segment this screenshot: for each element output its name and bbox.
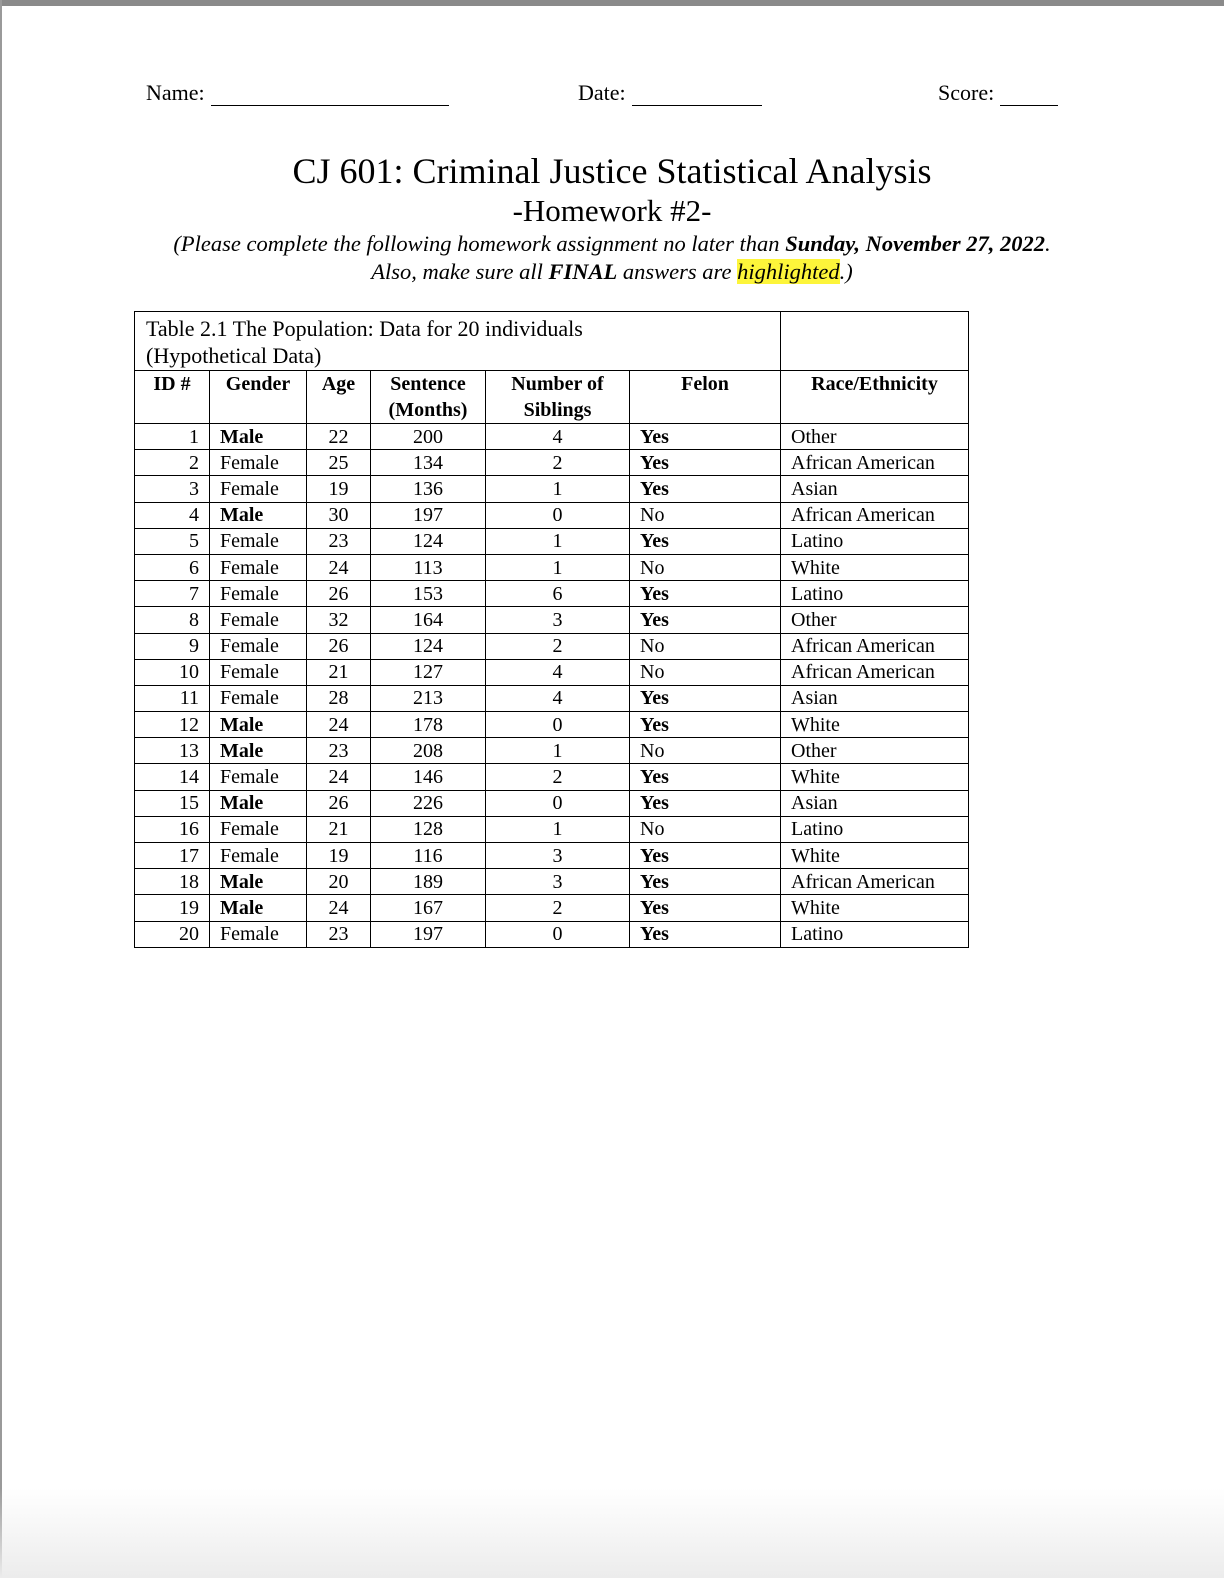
cell-sentence: 200	[371, 424, 486, 450]
cell-sentence: 134	[371, 450, 486, 476]
cell-felon: Yes	[630, 685, 781, 711]
table-body	[135, 424, 969, 948]
cell-race: Other	[781, 607, 969, 633]
table-row	[135, 554, 969, 580]
cell-gender: Male	[210, 869, 307, 895]
cell-gender: Male	[210, 424, 307, 450]
cell-siblings: 0	[486, 712, 630, 738]
cell-felon: No	[630, 554, 781, 580]
cell-felon: Yes	[630, 528, 781, 554]
cell-siblings: 3	[486, 607, 630, 633]
cell-id: 20	[135, 921, 210, 947]
table-row	[135, 764, 969, 790]
table-row	[135, 607, 969, 633]
cell-id: 16	[135, 816, 210, 842]
cell-siblings: 2	[486, 764, 630, 790]
cell-age: 23	[307, 528, 371, 554]
cell-felon: Yes	[630, 607, 781, 633]
instructions-part3: answers are	[617, 259, 738, 284]
header-felon-label: Felon	[681, 373, 729, 395]
cell-sentence: 124	[371, 528, 486, 554]
cell-gender: Male	[210, 738, 307, 764]
highlighted-word: highlighted	[737, 259, 840, 284]
cell-gender: Female	[210, 633, 307, 659]
instructions-part2: . Also, make sure all	[371, 231, 1051, 284]
table-row	[135, 502, 969, 528]
cell-race: African American	[781, 633, 969, 659]
cell-age: 25	[307, 450, 371, 476]
population-table	[134, 311, 969, 948]
cell-felon: Yes	[630, 843, 781, 869]
cell-siblings: 2	[486, 450, 630, 476]
header-age	[307, 371, 371, 424]
cell-race: Latino	[781, 528, 969, 554]
cell-sentence: 197	[371, 502, 486, 528]
instructions	[150, 230, 1074, 286]
cell-gender: Female	[210, 659, 307, 685]
cell-sentence: 153	[371, 581, 486, 607]
cell-race: Asian	[781, 790, 969, 816]
cell-gender: Male	[210, 790, 307, 816]
instructions-part4: .)	[839, 259, 853, 284]
cell-age: 26	[307, 633, 371, 659]
header-race-label: Race/Ethnicity	[811, 373, 938, 395]
due-date: Sunday, November 27, 2022	[785, 231, 1045, 256]
caption-empty-cell	[781, 312, 969, 371]
cell-gender: Female	[210, 764, 307, 790]
table-row	[135, 843, 969, 869]
cell-id: 17	[135, 843, 210, 869]
cell-id: 5	[135, 528, 210, 554]
cell-race: Other	[781, 424, 969, 450]
cell-race: Latino	[781, 581, 969, 607]
table-caption	[135, 312, 781, 371]
cell-felon: Yes	[630, 712, 781, 738]
cell-felon: No	[630, 816, 781, 842]
cell-age: 26	[307, 790, 371, 816]
header-id	[135, 371, 210, 424]
name-label: Name:	[146, 80, 205, 105]
cell-felon: Yes	[630, 764, 781, 790]
cell-sentence: 213	[371, 685, 486, 711]
header-race	[781, 371, 969, 424]
cell-gender: Female	[210, 685, 307, 711]
cell-race: African American	[781, 502, 969, 528]
cell-siblings: 1	[486, 738, 630, 764]
date-blank-line[interactable]	[632, 83, 762, 106]
header-id-label: ID #	[153, 373, 191, 395]
cell-felon: No	[630, 502, 781, 528]
cell-sentence: 113	[371, 554, 486, 580]
cell-age: 24	[307, 554, 371, 580]
cell-id: 7	[135, 581, 210, 607]
cell-race: White	[781, 554, 969, 580]
homework-title: -Homework #2-	[512, 193, 712, 228]
cell-age: 21	[307, 659, 371, 685]
cell-age: 24	[307, 764, 371, 790]
header-sentence-line1: Sentence	[390, 373, 466, 395]
table-row	[135, 895, 969, 921]
cell-age: 24	[307, 895, 371, 921]
cell-gender: Female	[210, 554, 307, 580]
cell-id: 14	[135, 764, 210, 790]
cell-id: 15	[135, 790, 210, 816]
cell-felon: No	[630, 659, 781, 685]
cell-sentence: 128	[371, 816, 486, 842]
cell-sentence: 124	[371, 633, 486, 659]
cell-siblings: 6	[486, 581, 630, 607]
header-sentence-line2: (Months)	[388, 399, 468, 421]
cell-sentence: 197	[371, 921, 486, 947]
date-label: Date:	[578, 80, 626, 105]
cell-sentence: 116	[371, 843, 486, 869]
cell-felon: Yes	[630, 476, 781, 502]
cell-sentence: 178	[371, 712, 486, 738]
cell-id: 12	[135, 712, 210, 738]
table-row	[135, 633, 969, 659]
table-caption-line1: Table 2.1 The Population: Data for 20 individuals	[146, 316, 583, 341]
name-field	[146, 80, 449, 106]
cell-race: Other	[781, 738, 969, 764]
cell-age: 23	[307, 738, 371, 764]
cell-siblings: 1	[486, 816, 630, 842]
score-label: Score:	[938, 80, 995, 105]
window-left-edge	[0, 0, 2, 1578]
table-row	[135, 712, 969, 738]
table-row	[135, 738, 969, 764]
cell-age: 19	[307, 843, 371, 869]
table-row	[135, 921, 969, 947]
cell-felon: No	[630, 633, 781, 659]
cell-siblings: 2	[486, 633, 630, 659]
header-felon	[630, 371, 781, 424]
cell-siblings: 1	[486, 528, 630, 554]
cell-sentence: 146	[371, 764, 486, 790]
cell-felon: Yes	[630, 869, 781, 895]
cell-sentence: 127	[371, 659, 486, 685]
cell-race: African American	[781, 869, 969, 895]
cell-felon: Yes	[630, 450, 781, 476]
table-row	[135, 869, 969, 895]
cell-age: 28	[307, 685, 371, 711]
cell-gender: Male	[210, 502, 307, 528]
cell-id: 4	[135, 502, 210, 528]
cell-siblings: 0	[486, 790, 630, 816]
cell-siblings: 4	[486, 424, 630, 450]
cell-race: White	[781, 712, 969, 738]
cell-gender: Male	[210, 895, 307, 921]
cell-siblings: 0	[486, 921, 630, 947]
table-row	[135, 581, 969, 607]
cell-id: 1	[135, 424, 210, 450]
cell-sentence: 136	[371, 476, 486, 502]
cell-siblings: 4	[486, 659, 630, 685]
cell-siblings: 1	[486, 554, 630, 580]
cell-age: 26	[307, 581, 371, 607]
page-bottom-shadow	[0, 1488, 1224, 1578]
cell-felon: Yes	[630, 581, 781, 607]
cell-siblings: 3	[486, 843, 630, 869]
cell-race: White	[781, 843, 969, 869]
cell-race: African American	[781, 450, 969, 476]
score-blank-line[interactable]	[1000, 83, 1058, 106]
cell-age: 19	[307, 476, 371, 502]
final-word: FINAL	[548, 259, 618, 284]
cell-id: 18	[135, 869, 210, 895]
cell-sentence: 208	[371, 738, 486, 764]
cell-siblings: 3	[486, 869, 630, 895]
table-row	[135, 528, 969, 554]
cell-siblings: 4	[486, 685, 630, 711]
cell-race: White	[781, 895, 969, 921]
cell-age: 30	[307, 502, 371, 528]
cell-age: 24	[307, 712, 371, 738]
cell-race: Latino	[781, 921, 969, 947]
cell-id: 9	[135, 633, 210, 659]
cell-id: 19	[135, 895, 210, 921]
cell-felon: No	[630, 738, 781, 764]
score-field	[938, 80, 1058, 106]
cell-age: 32	[307, 607, 371, 633]
cell-race: White	[781, 764, 969, 790]
header-sentence	[371, 371, 486, 424]
header-gender-label: Gender	[225, 373, 291, 395]
cell-age: 20	[307, 869, 371, 895]
cell-id: 3	[135, 476, 210, 502]
cell-gender: Female	[210, 450, 307, 476]
cell-id: 10	[135, 659, 210, 685]
cell-sentence: 164	[371, 607, 486, 633]
table-row	[135, 816, 969, 842]
cell-felon: Yes	[630, 790, 781, 816]
cell-id: 11	[135, 685, 210, 711]
course-title: CJ 601: Criminal Justice Statistical Analysis	[292, 151, 932, 191]
table-row	[135, 659, 969, 685]
table-row	[135, 476, 969, 502]
table-row	[135, 450, 969, 476]
header-siblings-line1: Number of	[511, 373, 604, 395]
table-caption-line2: (Hypothetical Data)	[146, 343, 322, 368]
cell-race: African American	[781, 659, 969, 685]
cell-siblings: 1	[486, 476, 630, 502]
window-top-edge	[0, 0, 1224, 6]
cell-sentence: 189	[371, 869, 486, 895]
cell-race: Asian	[781, 476, 969, 502]
cell-race: Latino	[781, 816, 969, 842]
table-row	[135, 685, 969, 711]
cell-gender: Female	[210, 528, 307, 554]
table-row	[135, 790, 969, 816]
cell-felon: Yes	[630, 424, 781, 450]
cell-sentence: 226	[371, 790, 486, 816]
cell-gender: Female	[210, 607, 307, 633]
cell-gender: Male	[210, 712, 307, 738]
cell-gender: Female	[210, 843, 307, 869]
cell-sentence: 167	[371, 895, 486, 921]
header-siblings-line2: Siblings	[523, 399, 592, 421]
header-gender	[210, 371, 307, 424]
cell-id: 13	[135, 738, 210, 764]
header-age-label: Age	[321, 373, 356, 395]
cell-gender: Female	[210, 816, 307, 842]
cell-gender: Female	[210, 476, 307, 502]
cell-gender: Female	[210, 921, 307, 947]
cell-id: 2	[135, 450, 210, 476]
date-field	[578, 80, 762, 106]
cell-felon: Yes	[630, 895, 781, 921]
cell-race: Asian	[781, 685, 969, 711]
instructions-part1: (Please complete the following homework assignment no later than	[173, 231, 786, 256]
cell-siblings: 0	[486, 502, 630, 528]
table-row	[135, 424, 969, 450]
cell-age: 23	[307, 921, 371, 947]
cell-id: 6	[135, 554, 210, 580]
cell-felon: Yes	[630, 921, 781, 947]
header-siblings	[486, 371, 630, 424]
cell-age: 21	[307, 816, 371, 842]
cell-age: 22	[307, 424, 371, 450]
cell-siblings: 2	[486, 895, 630, 921]
cell-gender: Female	[210, 581, 307, 607]
cell-id: 8	[135, 607, 210, 633]
name-blank-line[interactable]	[211, 83, 449, 106]
